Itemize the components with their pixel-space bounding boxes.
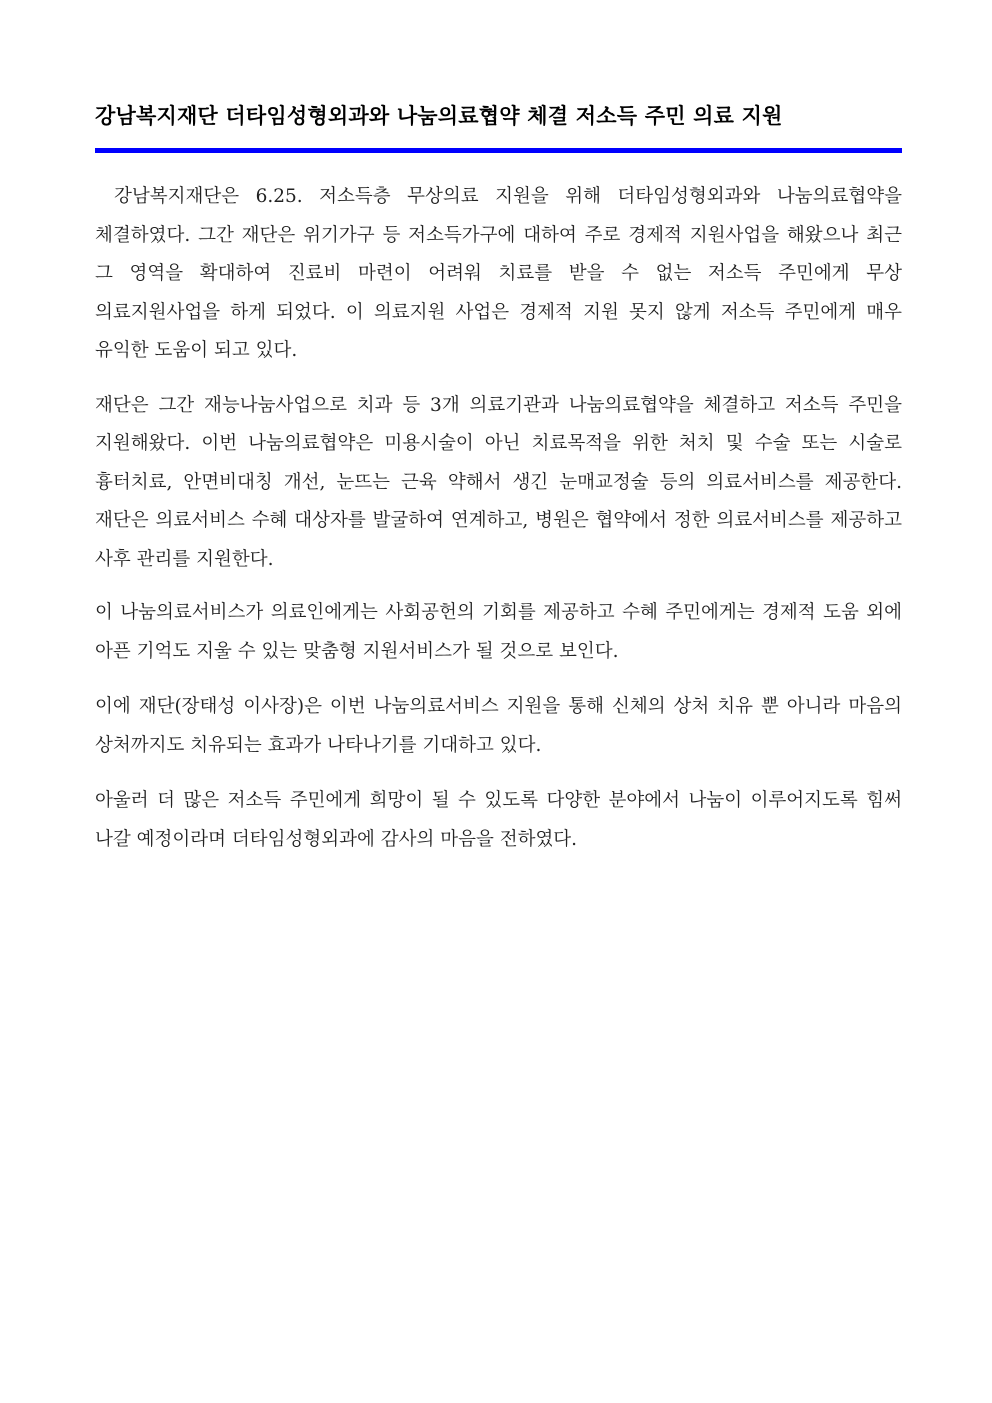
title-underline (95, 148, 902, 153)
paragraph-2: 재단은 그간 재능나눔사업으로 치과 등 3개 의료기관과 나눔의료협약을 체결하고 저소득 주민을 지원해왔다. 이번 나눔의료협약은 미용시술이 아닌 치료목적을 위한 처치 및 수술 또는 시술로 흉터치료, 안면비대칭 개선, 눈뜨는 근육 약해서 생긴 눈매교정술 등의 의료서비스를 제공한다. 재단은 의료서비스 수혜 대상자를 발굴하여 연계하고, 병원은 협약에서 정한 의료서비스를 제공하고 사후 관리를 지원한다. (95, 394, 902, 570)
paragraph-3: 이 나눔의료서비스가 의료인에게는 사회공헌의 기회를 제공하고 수혜 주민에게는 경제적 도움 외에 아픈 기억도 지울 수 있는 맞춤형 지원서비스가 될 것으로 보인다. (95, 602, 902, 662)
article-title: 강남복지재단 더타임성형외과와 나눔의료협약 체결 저소득 주민 의료 지원 (95, 104, 783, 128)
article-body (95, 178, 902, 859)
paragraph-5: 아울러 더 많은 저소득 주민에게 희망이 될 수 있도록 다양한 분야에서 나눔이 이루어지도록 힘써 나갈 예정이라며 더타임성형외과에 감사의 마음을 전하였다. (95, 790, 902, 850)
paragraph-4: 이에 재단(장태성 이사장)은 이번 나눔의료서비스 지원을 통해 신체의 상처 치유 뿐 아니라 마음의 상처까지도 치유되는 효과가 나타나기를 기대하고 있다. (95, 696, 902, 756)
paragraph-1: 강남복지재단은 6.25. 저소득층 무상의료 지원을 위해 더타임성형외과와 나눔의료협약을 체결하였다. 그간 재단은 위기가구 등 저소득가구에 대하여 주로 경제적 지원사업을 해왔으나 최근 그 영역을 확대하여 진료비 마련이 어려워 치료를 받을 수 없는 저소득 주민에게 무상 의료지원사업을 하게 되었다. 이 의료지원 사업은 경제적 지원 못지 않게 저소득 주민에게 매우 유익한 도움이 되고 있다. (95, 186, 902, 361)
